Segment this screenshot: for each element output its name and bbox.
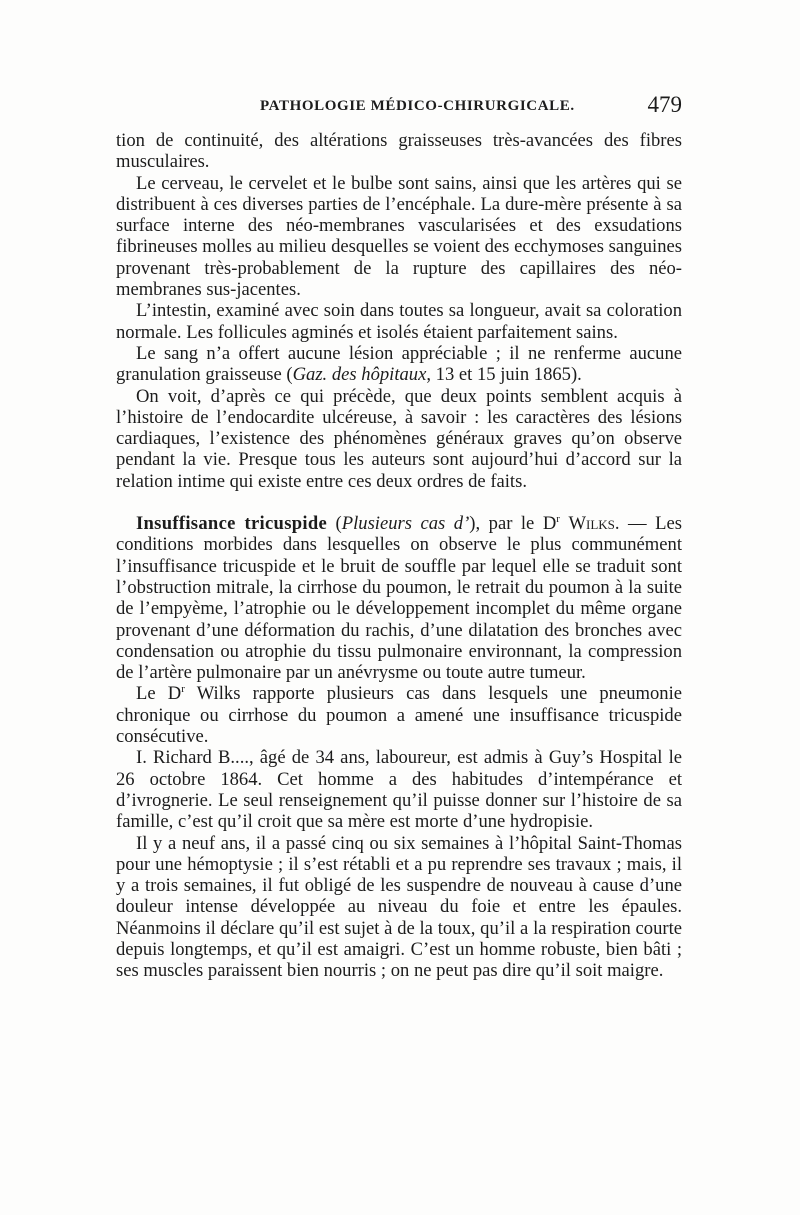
text-run: Le sang n’a offert aucune lésion appréciable ; il ne renferme aucune granulation graisseuse ( bbox=[116, 342, 682, 386]
paragraph bbox=[116, 833, 682, 982]
paragraph bbox=[116, 683, 682, 747]
text-run: ), par le D bbox=[469, 513, 557, 535]
superscript: r bbox=[181, 683, 185, 696]
italic-text: Plusieurs cas d’ bbox=[341, 513, 470, 535]
text-run: I. Richard B...., âgé de 34 ans, laboureur, est admis à Guy’s Hospital le 26 octobre 1864. Cet homme a des habitudes d’intempérance et d’ivrognerie. Le seul renseignement qu’il puisse donner sur l’histoire de sa famille, c’est qu’il croit que sa mère est morte d’une hydropisie. bbox=[116, 747, 682, 833]
text-run: L’intestin, examiné avec soin dans toutes sa longueur, avait sa coloration normale. Les follicules agminés et isolés étaient parfaitement sains. bbox=[116, 300, 682, 343]
body-text bbox=[116, 130, 682, 982]
text-run: Le cerveau, le cervelet et le bulbe sont sains, ainsi que les artères qui se distribuent à ces diverses parties de l’encéphale. La dure-mère présente à sa surface interne des néo-membranes vascularisées et des exsudations fibrineuses molles au milieu desquelles se voient des ecchymoses sanguines provenant très-probablement de la rupture des capillaires des néo-membranes sus-jacentes. bbox=[116, 172, 682, 301]
text-run: Le D bbox=[136, 683, 182, 705]
paragraph bbox=[116, 343, 682, 386]
paragraph bbox=[116, 747, 682, 832]
page-number: 479 bbox=[647, 92, 682, 117]
text-run: Il y a neuf ans, il a passé cinq ou six semaines à l’hôpital Saint-Thomas pour une hémoptysie ; il s’est rétabli et a pu reprendre ses travaux ; mais, il y a trois semaines, il fut obligé de les suspendre de nouveau à cause d’une douleur intense développée au niveau du foie et entre les épaules. Néanmoins il déclare qu’il est sujet à de la toux, qu’il a la respiration courte depuis longtemps, et qu’il est amaigri. C’est un homme robuste, bien bâti ; ses muscles paraissent bien nourris ; on ne peut pas dire qu’il soit maigre. bbox=[116, 832, 682, 982]
text-run: tion de continuité, des altérations graisseuses très-avancées des fibres musculaires. bbox=[116, 130, 682, 173]
author-name: Wilks. bbox=[568, 513, 620, 535]
superscript: r bbox=[556, 512, 560, 525]
text-run: , 13 et 15 juin 1865). bbox=[426, 364, 582, 386]
text-run: Wilks rapporte plusieurs cas dans lesquels une pneumonie chronique ou cirrhose du poumon a amené une insuffisance tricuspide consécutive. bbox=[116, 683, 682, 748]
paragraph bbox=[116, 513, 682, 683]
paragraph bbox=[116, 173, 682, 301]
running-title: PATHOLOGIE MÉDICO-CHIRURGICALE. bbox=[260, 98, 575, 114]
text-run: ( bbox=[327, 513, 342, 535]
text-run: — Les conditions morbides dans lesquelles on observe le plus communément l’insuffisance tricuspide et le bruit de souffle par lequel elle se traduit sont l’obstruction mitrale, la cirrhose du poumon, le retrait du poumon à la suite de l’empyème, l’atrophie ou le développement incomplet du même organe provenant d’une déformation du rachis, d’une dilatation des bronches avec condensation ou atrophie du tissu pulmonaire environnant, la compression de l’artère pulmonaire par un anévrysme ou toute autre tumeur. bbox=[116, 513, 682, 684]
paragraph bbox=[116, 130, 682, 173]
paragraph bbox=[116, 386, 682, 492]
section-title: Insuffisance tricuspide bbox=[136, 513, 328, 535]
page-header bbox=[116, 92, 682, 122]
italic-text: Gaz. des hôpitaux bbox=[292, 364, 427, 386]
paragraph bbox=[116, 300, 682, 343]
text-run: On voit, d’après ce qui précède, que deux points semblent acquis à l’histoire de l’endocardite ulcéreuse, à savoir : les caractères des lésions cardiaques, l’existence des phénomènes généraux graves qu’on observe pendant la vie. Presque tous les auteurs sont aujourd’hui d’accord sur la relation intime qui existe entre ces deux ordres de faits. bbox=[116, 385, 682, 492]
